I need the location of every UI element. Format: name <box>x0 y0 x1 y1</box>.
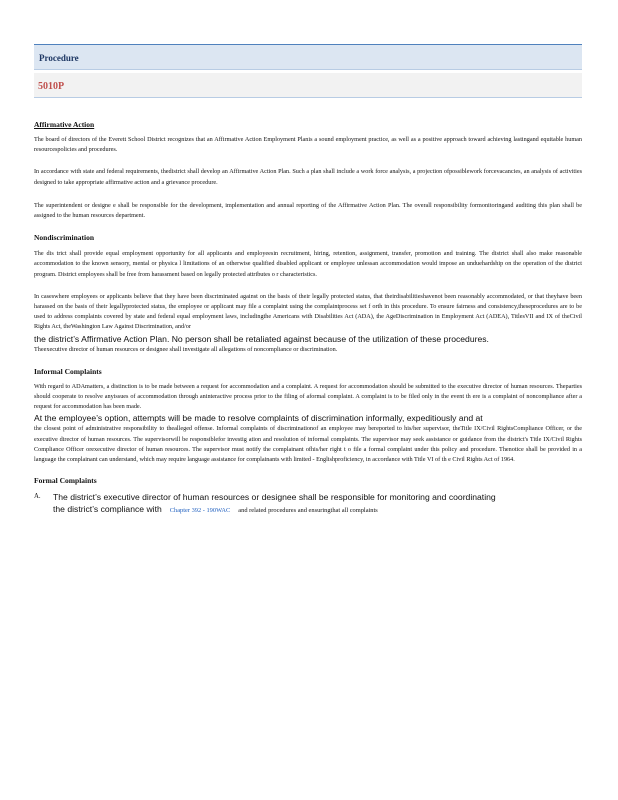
nondiscrimination-retaliation-line: the district’s Affirmative Action Plan. No person shall be retaliated against because of the utilization of these procedures. <box>34 333 489 344</box>
procedure-header-bar <box>34 44 582 70</box>
informal-complaints-option-line: At the employee’s option, attempts will be made to resolve complaints of discrimination informally, expeditiously and at <box>34 413 483 424</box>
informal-complaints-paragraph-1: With regard to ADAmatters, a distinction is to be made between a request for accommodation and a complaint. A request for accommodation should be submitted to the executive director of human resources. Theparties should cooperate to resolve anyissues of accommodation through aninteractive process prior to the filing of aformal complaint. A complaint is to be filed only in the event th ere is a complaint of noncompliance after a request for accommodation has been made. <box>34 382 582 411</box>
affirmative-action-paragraph-3: The superintendent or designe e shall be responsible for the development, implementation and annual reporting of the Affirmative Action Plan. The overall responsibility formonitoringand auditing this plan shall be assigned to the human resources department. <box>34 201 582 220</box>
nondiscrimination-paragraph-1: The dis trict shall provide equal employment opportunity for all applicants and employeesin recruitment, hiring, retention, assignment, transfer, promotion and training. The district shall also make reasonable accommodation to the known sensory, mental or physica l limitations of an otherwise qualified disabled applicant or employee unlessan accommodation would impose an unduehardship on the operation of the district program. District employees shall be free from harassment based on legally protected attributes o r characteristics. <box>34 250 582 278</box>
procedure-code: 5010P <box>38 81 65 92</box>
nondiscrimination-paragraph-2: In caseswhere employees or applicants believe that they have been discriminated against on the basis of their legally protected status, that theirdisabilitieshavenot been reasonably accommodated, or that theyhave been harassed on the basis of their legallyprotected status, the employee or applicant may file a complaint using the complaintprocess set f orth in this procedure. To ensure fairness and consistency,theseprocedures are to be used to address complaints covered by state and federal equal employment laws, includingthe Americans with Disabilities Act (ADA), the AgeDiscrimination in Employment Act (ADEA), TitlesVII and IX of theCivil Rights Act, theWashington Law Against Discrimination, and/or <box>34 292 582 331</box>
chapter-wac-link[interactable]: Chapter 392 - 190WAC <box>169 507 231 515</box>
procedure-code-bar <box>34 73 582 98</box>
informal-complaints-paragraph-2: the closest point of administrative responsibility to thealleged offense. Informal complaints of discriminationof an employee may bereported to his/her supervisor, theTitle IX/Civil RightsCompliance Officer, or the executive director of human resources. The supervisorwill be responsiblefor investig ation and resolution of informal complaints. The supervisor may seek assistance or guidance from the district's Title IX/Civil Rights Compliance Officer orexecutive director of human resources. The supervisor must notify the complainant ofhis/her right t o file a formal complaint under this policy and procedure. Thenotice shall be provided in a language the complainant can understand, which may require language assistance for complainants with limited - Englishproficiency, in accordance with Title VI of th e Civil Rights Act of 1964. <box>34 425 582 464</box>
affirmative-action-paragraph-2: In accordance with state and federal requirements, thedistrict shall develop an Affirmative Action Plan. Such a plan shall include a work force analysis, a projection ofpossiblework forcevacancies, an analysis of activities designed to take appropriate affirmative action and a grievance procedure. <box>34 168 582 186</box>
document-page <box>34 44 582 516</box>
nondiscrimination-paragraph-2-end: Theexecutive director of human resources or designee shall investigate all allegations of noncompliance or discrimination. <box>34 345 338 353</box>
procedure-label: Procedure <box>39 53 79 63</box>
affirmative-action-paragraph-1: The board of directors of the Everett School District recognizes that an Affirmative Action Employment Planis a sound employment practice, as well as a positive approach toward achieving lastingand equitable human resourcespolicies and procedures. <box>34 136 582 154</box>
formal-complaints-item-a-line-2 <box>53 503 496 516</box>
informal-complaints-heading: Informal Complaints <box>34 366 102 376</box>
item-a-line-2-start: the district’s compliance with <box>53 504 162 515</box>
formal-complaints-item-a-line-1: The district’s executive director of human resources or designee shall be responsible for monitoring and coordinating <box>53 492 496 503</box>
formal-complaints-item-a <box>34 491 582 516</box>
formal-complaints-heading: Formal Complaints <box>34 476 97 486</box>
nondiscrimination-heading: Nondiscrimination <box>34 233 95 243</box>
affirmative-action-heading: Affirmative Action <box>34 120 95 129</box>
list-label-a: A. <box>34 493 41 501</box>
item-a-line-2-end: and related procedures and ensuringthat all complaints <box>238 507 378 515</box>
